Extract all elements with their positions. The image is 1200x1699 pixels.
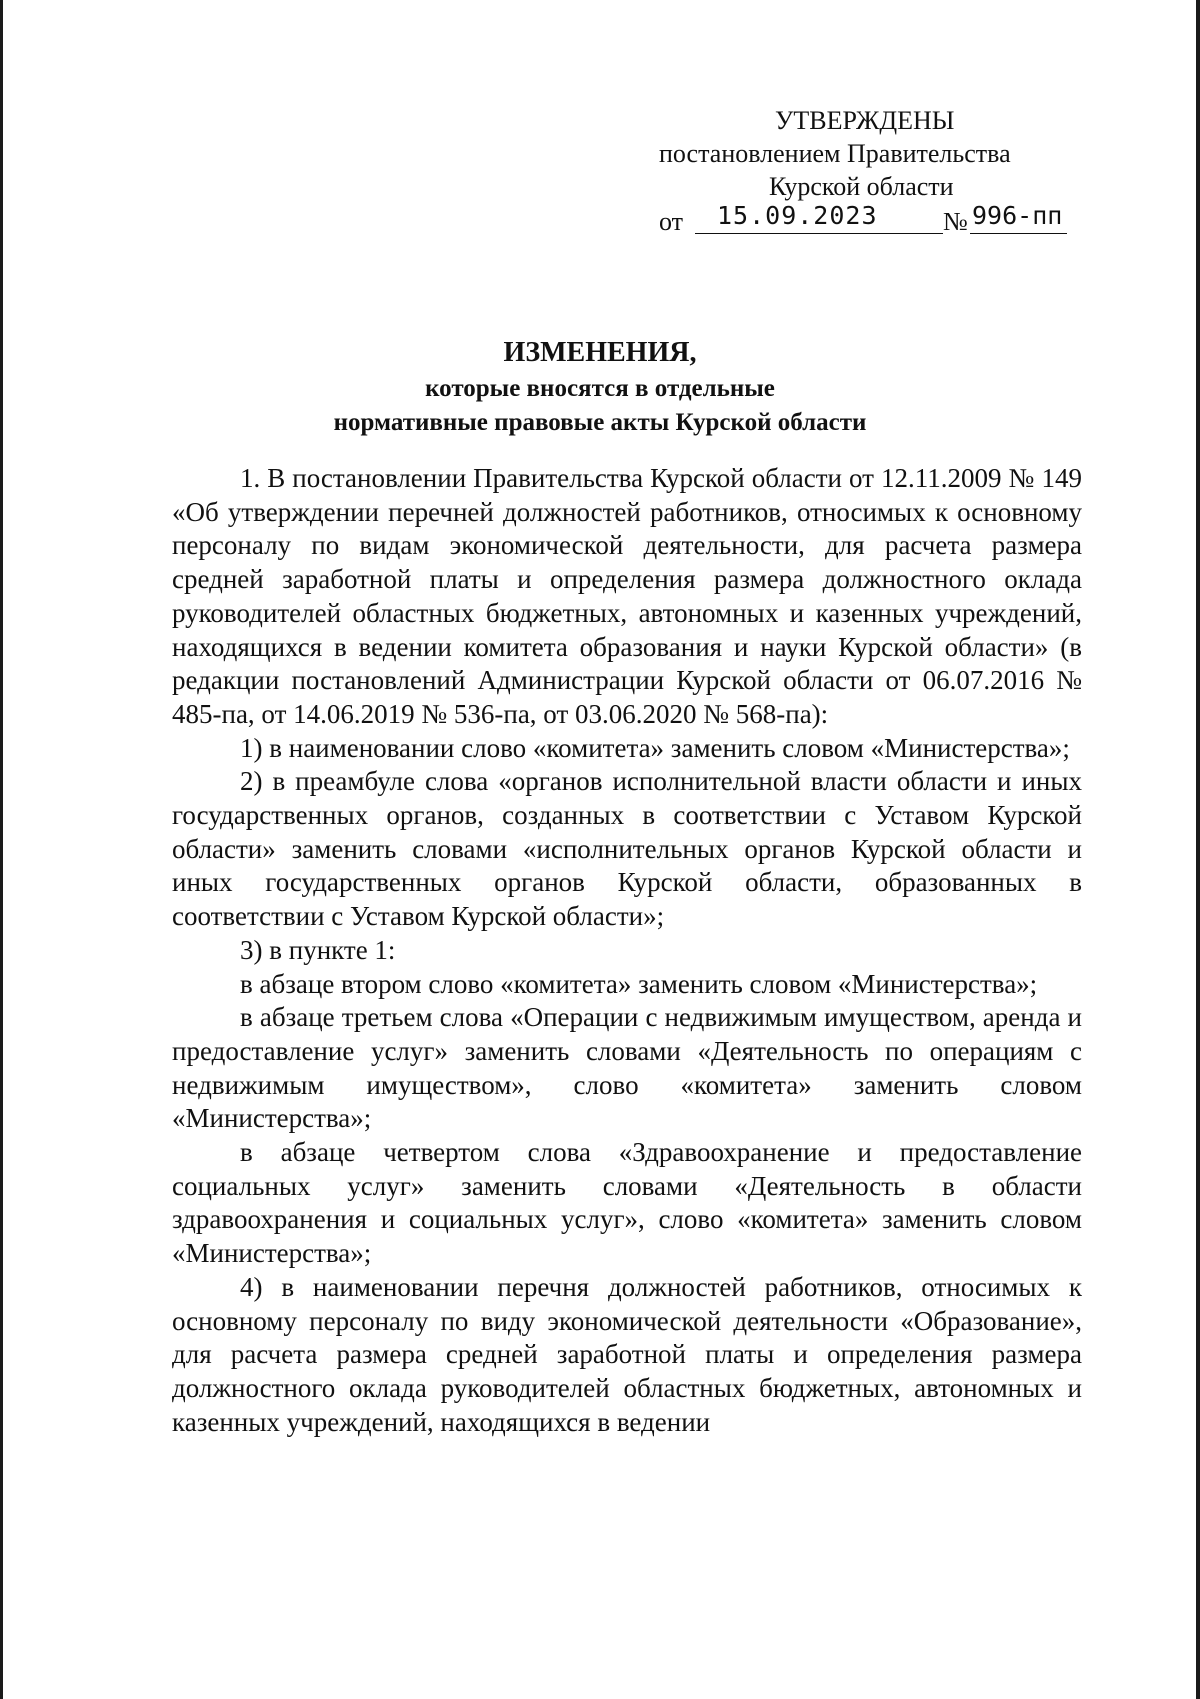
approval-date: 15.09.2023: [717, 201, 878, 230]
number-field: [970, 203, 1067, 234]
paragraph-3: 2) в преамбуле слова «органов исполнительной власти области и иных государственных органов, созданных в соответствии с Уставом Курской области» заменить словами «исполнительных органов Курской области и иных государственных органов Курской области, образованных в соответствии с Уставом Курской области»;: [172, 766, 1082, 932]
number-sign: №: [943, 207, 968, 236]
scan-edge-left: [0, 0, 3, 1699]
title-line-3: нормативные правовые акты Курской области: [333, 409, 867, 436]
approval-number: 996-пп: [972, 201, 1063, 230]
paragraph-6: в абзаце третьем слова «Операции с недвижимым имуществом, аренда и предоставление услуг» заменить словами «Деятельность по операциям с недвижимым имуществом», слово «комитета» заменить словом «Министерства»;: [172, 1002, 1082, 1134]
paragraph-2: 1) в наименовании слово «комитета» заменить словом «Министерства»;: [240, 732, 1070, 763]
date-prefix: от: [659, 207, 684, 236]
paragraph-4: 3) в пункте 1:: [240, 934, 396, 965]
scan-edge-right: [1196, 0, 1200, 1699]
approval-heading: УТВЕРЖДЕНЫ: [775, 106, 955, 135]
document-body: [172, 462, 1082, 1439]
approval-region: Курской области: [769, 172, 954, 201]
approval-resolution: постановлением Правительства: [659, 139, 1011, 168]
paragraph-5: в абзаце втором слово «комитета» заменить словом «Министерства»;: [240, 968, 1038, 999]
approval-block: [650, 104, 1090, 237]
date-field: [695, 203, 943, 234]
approval-date-line: [650, 203, 1090, 237]
paragraph-8: 4) в наименовании перечня должностей работников, относимых к основному персоналу по виду экономической деятельности «Образование», для расчета размера средней заработной платы и определения размера должностного оклада руководителей областных бюджетных, автономных и казенных учреждений, находящихся в ведении: [172, 1271, 1082, 1437]
title-line-2: которые вносятся в отдельные: [425, 375, 775, 402]
title-main: ИЗМЕНЕНИЯ,: [503, 337, 697, 368]
document-title: [240, 334, 960, 440]
paragraph-7: в абзаце четвертом слова «Здравоохранение и предоставление социальных услуг» заменить словами «Деятельность в области здравоохранения и социальных услуг», слово «комитета» заменить словом «Министерства»;: [172, 1137, 1082, 1269]
paragraph-1: 1. В постановлении Правительства Курской области от 12.11.2009 № 149 «Об утверждении перечней должностей работников, относимых к основному персоналу по видам экономической деятельности, для расчета размера средней заработной платы и определения размера должностного оклада руководителей областных бюджетных, автономных и казенных учреждений, находящихся в ведении комитета образования и науки Курской области» (в редакции постановлений Администрации Курской области от 06.07.2016 № 485-па, от 14.06.2019 № 536-па, от 03.06.2020 № 568-па):: [172, 463, 1082, 729]
